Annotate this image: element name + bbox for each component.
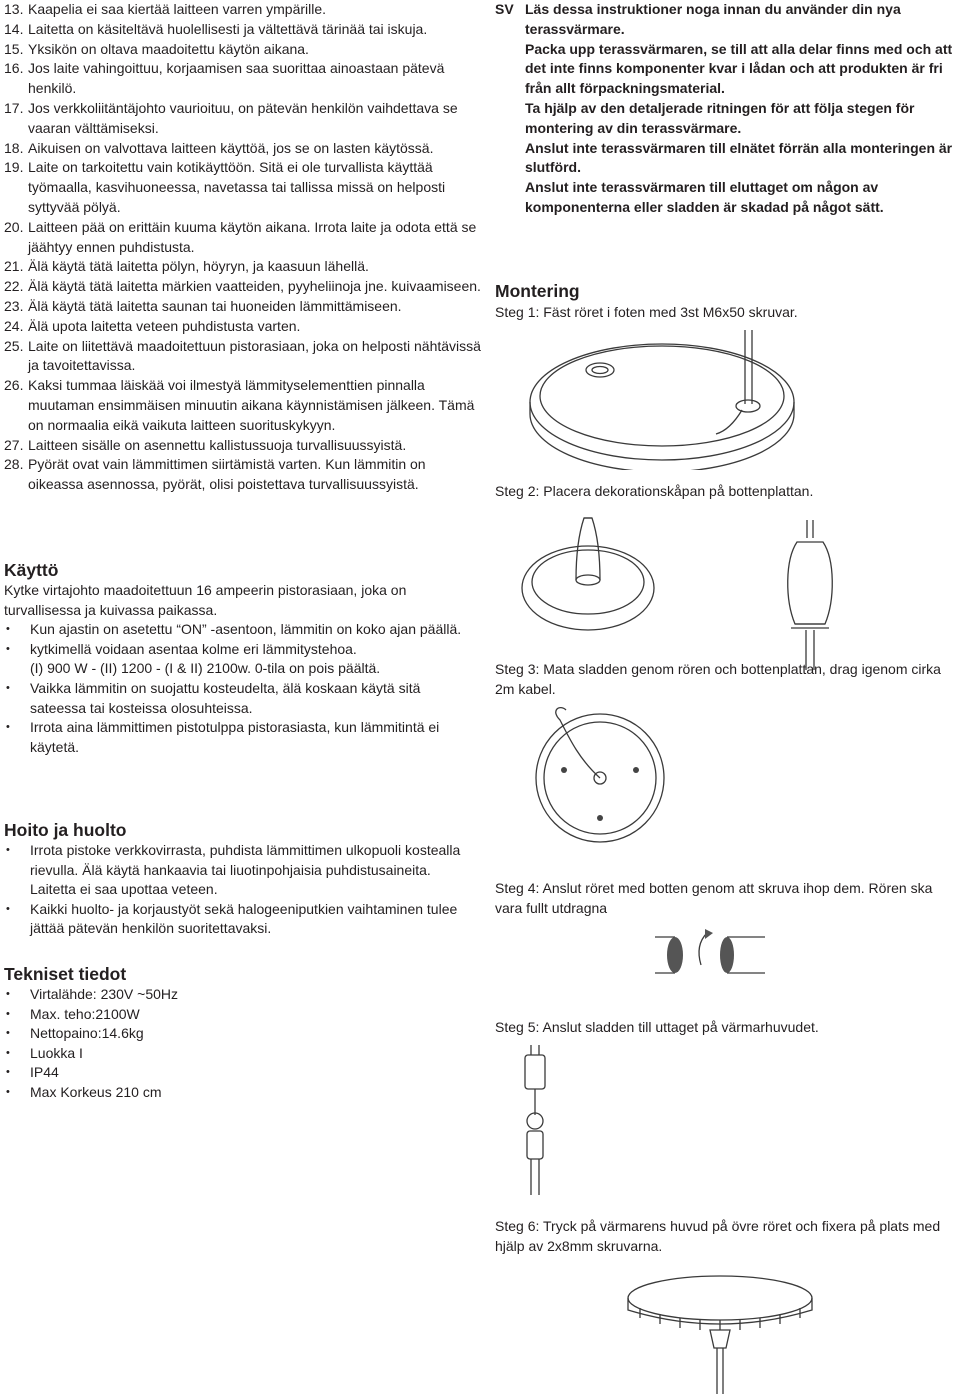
sv-intro [495,0,960,218]
sv-line: Packa upp terassvärmaren, se till att alla delar finns med och att det inte finns komponenter kvar i lådan och att produkten är fri från allt förpackningsmaterial. [525,40,953,97]
list-item: • Max. teho:2100W [4,1005,470,1025]
list-item: • Kaikki huolto- ja korjaustyöt sekä halogeeniputkien vaihtaminen tulee jättää pätevän henkilön suoritettavaksi. [4,900,474,939]
safety-list [4,0,482,495]
list-item: 22. Älä käytä tätä laitetta märkien vaatteiden, pyyheliinoja jne. kuivaamiseen. [4,278,481,295]
list-item: 17. Jos verkkoliitäntäjohto vaurioituu, on pätevän henkilön vaihdettava se vaaran välttämiseksi. [4,99,458,136]
step-5-text: Steg 5: Anslut sladden till uttaget på värmarhuvudet. [495,1019,819,1035]
list-item: 25. Laite on liitettävä maadoitettuun pistorasiaan, joka on helposti nähtävissä ja tavoitettavissa. [4,337,481,374]
list-item: • Irrota aina lämmittimen pistotulppa pistorasiasta, kun lämmitintä ei käytetä. [4,718,470,757]
list-item: • Vaikka lämmitin on suojattu kosteudelta, älä koskaan käytä sitä sateessa tai kosteissa olosuhteissa. [4,679,470,718]
connector-plug-illustration [505,1045,565,1205]
step-1-text: Steg 1: Fäst röret i foten med 3st M6x50 skruvar. [495,304,798,320]
list-item: 13. Kaapelia ei saa kiertää laitteen varren ympärille. [4,1,327,17]
list-item: • Max Korkeus 210 cm [4,1083,470,1103]
kaytto-bullets [4,620,470,757]
decoration-cover-illustration [518,510,663,655]
cover-closeup-illustration [755,520,865,680]
list-item: 14. Laitetta on käsiteltävä huolellisesti ja vältettävä tärinää tai iskuja. [4,20,428,37]
list-item: 19. Laite on tarkoitettu vain kotikäyttöön. Sitä ei ole turvallista käyttää työmaalla, kasvihuoneessa, navetassa tai tallissa missä on helposti syttyvää pölyä. [4,159,446,215]
power-settings-line: (I) 900 W - (II) 1200 - (I & II) 2100w. 0-tila on pois päältä. [30,660,381,677]
hoito-section [4,819,474,939]
tekniset-section [4,963,470,1103]
list-item: • IP44 [4,1063,470,1083]
list-item: • Nettopaino:14.6kg [4,1024,470,1044]
sv-line: Anslut inte terassvärmaren till eluttaget om någon av komponenterna eller sladden är skadad på något sätt. [525,179,884,215]
step-4-text: Steg 4: Anslut röret med botten genom att skruva ihop dem. Rören ska vara fullt utdragna [495,880,933,916]
list-item: • Virtalähde: 230V ~50Hz [4,985,470,1005]
montering-title: Montering [495,281,580,301]
tube-connection-illustration [655,925,765,985]
list-item: • Irrota pistoke verkkovirrasta, puhdista lämmittimen ulkopuoli kostealla rievulla. Älä käytä hankaavia tai liuotinpohjaisia puhdistusaineita. Laitetta ei saa upottaa veteen. [4,841,474,900]
list-item: • Kun ajastin on asetettu “ON” -asentoon, lämmitin on koko ajan päällä. [4,620,470,640]
step-3-text: Steg 3: Mata sladden genom rören och bottenplattan, drag igenom cirka 2m kabel. [495,661,941,697]
sv-line: Ta hjälp av den detaljerade ritningen för att följa stegen för montering av din terassvärmare. [525,99,915,136]
section-title: Tekniset tiedot [4,964,127,984]
sv-line: Läs dessa instruktioner noga innan du använder din nya terassvärmare. [525,1,901,37]
kaytto-intro: Kytke virtajohto maadoitettuun 16 ampeerin pistorasiaan, joka on turvallisessa ja kuivassa paikassa. [4,582,407,618]
list-item: • kytkimellä voidaan asentaa kolme eri lämmitystehoa. (I) 900 W - (II) 1200 - (I & II) 2100w. 0-tila on pois päältä. [4,640,470,679]
list-item: 16. Jos laite vahingoittuu, korjaamisen saa suorittaa ainoastaan pätevä henkilö. [4,60,445,97]
kaytto-section [4,559,470,757]
list-item: 27. Laitteen sisälle on asennettu kallistussuoja turvallisuussyistä. [4,436,407,453]
list-item: • Luokka I [4,1044,470,1064]
language-tag: SV [495,1,514,17]
section-title: Hoito ja huolto [4,820,127,840]
hoito-bullets [4,841,474,939]
list-item: 21. Älä käytä tätä laitetta pölyn, höyryn, ja kaasuun lähellä. [4,258,369,275]
list-item: 18. Aikuisen on valvottava laitteen käyttöä, jos se on lasten käytössä. [4,139,434,156]
base-plate-screwdriver-illustration [520,330,810,470]
list-item: 28. Pyörät ovat vain lämmittimen siirtämistä varten. Kun lämmitin on oikeassa asennossa, pyörät, olisi poistettava turvallisuussyistä. [4,456,426,493]
list-item: 15. Yksikön on oltava maadoitettu käytön aikana. [4,40,309,57]
heater-head-illustration [620,1258,820,1394]
step-6-text: Steg 6: Tryck på värmarens huvud på övre röret och fixera på plats med hjälp av 2x8mm skruvarna. [495,1218,941,1254]
list-item: 24. Älä upota laitetta veteen puhdistusta varten. [4,317,301,334]
list-item: 20. Laitteen pää on erittäin kuuma käytön aikana. Irrota laite ja odota että se jäähtyy ennen puhdistusta. [4,218,477,255]
step-2-text: Steg 2: Placera dekorationskåpan på bottenplattan. [495,483,814,499]
tekniset-bullets [4,985,470,1103]
section-title: Käyttö [4,560,59,580]
list-item: 26. Kaksi tummaa läiskää voi ilmestyä lämmityselementtien pinnalla muutaman ensimmäisen minuutin aikana käynnistämisen jälkeen. Tämä on normaalia eikä vaikuta laitteen suorituskykyyn. [4,377,475,433]
cable-through-base-illustration [520,700,685,850]
sv-line: Anslut inte terassvärmaren till elnätet förrän alla monteringen är slutförd. [525,139,953,176]
list-item: 23. Älä käytä tätä laitetta saunan tai huoneiden lämmittämiseen. [4,297,402,314]
